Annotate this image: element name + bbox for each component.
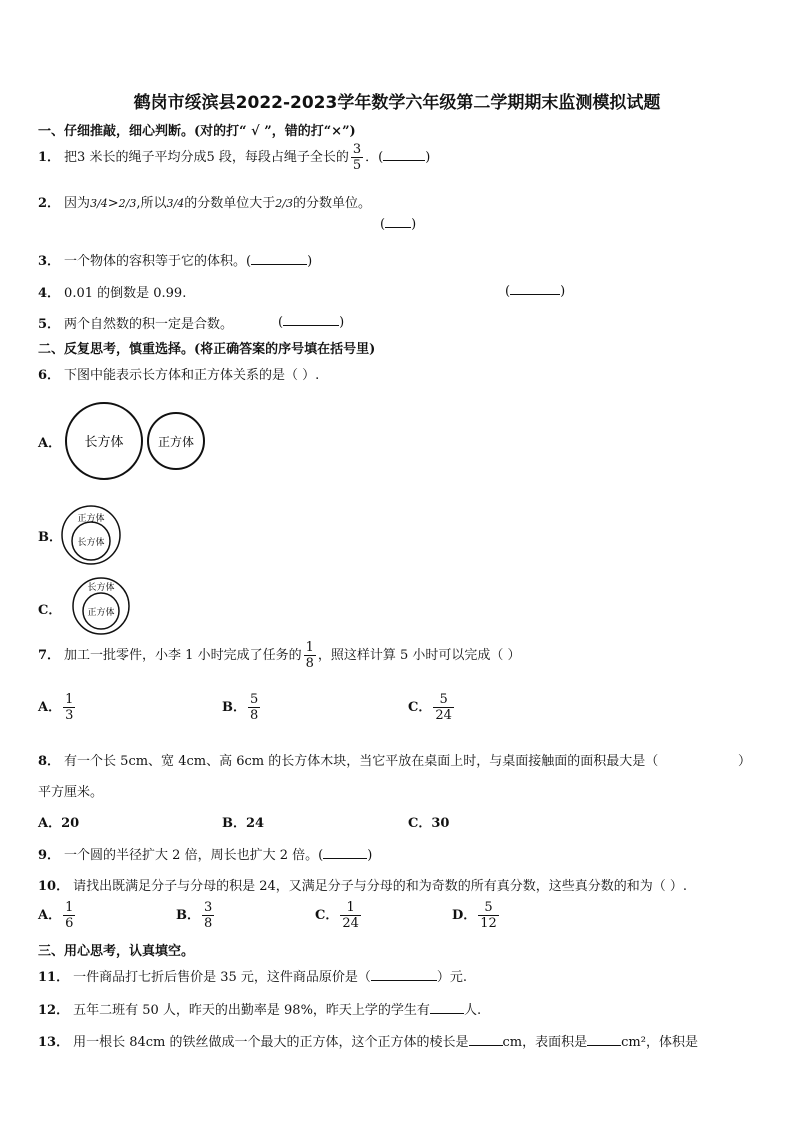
question-text: 两个自然数的积一定是合数。 [64,317,234,332]
greater-than-sign: > [107,196,119,211]
cuboid-label: 长方体 [84,435,124,450]
question-text-unit: cm，表面积是 [502,1035,588,1050]
question-text: 加工一批零件，小李 1 小时完成了任务的 [64,648,302,663]
answer-paren-4[interactable] [505,282,565,299]
open-paren: ( [380,217,386,232]
question-number: 11． [38,970,70,985]
question-number: 9． [38,848,61,863]
answer-blank[interactable] [510,282,560,295]
close-paren: ） [738,754,752,769]
numerator: 1 [305,640,314,655]
question-number: 4． [38,286,61,301]
question-text: 因为 [64,196,91,211]
answer-blank[interactable] [323,846,367,859]
numerator: 1 [65,900,74,915]
question-text: 五年二班有 50 人，昨天的出勤率是 98%，昨天上学的学生有 [73,1003,430,1018]
fraction: 2/3 [275,197,293,210]
question-text: 的分数单位。 [292,196,371,211]
question-7 [38,640,521,671]
answer-blank[interactable] [430,1001,464,1014]
numerator: 5 [433,692,454,708]
answer-blank[interactable] [383,148,425,161]
close-paren: ) [425,150,431,165]
question-10 [38,875,687,894]
q10-option-a[interactable] [38,900,77,931]
denominator: 24 [342,916,359,931]
question-text: 一件商品打七折后售价是 35 元，这件商品原价是（ [73,970,371,985]
question-12 [38,999,481,1018]
section-heading-1: 一、仔细推敲，细心判断。(对的打“ √ ”，错的打“×”) [38,124,356,139]
denominator: 8 [305,656,314,671]
answer-blank[interactable] [371,968,437,981]
question-text: 把3 米长的绳子平均分成5 段，每段占绳子全长的 [64,150,349,165]
numerator: 3 [204,900,213,915]
question-8 [38,750,658,769]
answer-blank[interactable] [385,215,411,228]
question-number: 2． [38,196,61,211]
question-11 [38,966,467,985]
option-value: 20 [61,816,80,831]
option-value: 30 [431,816,450,831]
question-text: 0.01 的倒数是 0.99. [64,286,187,301]
answer-paren-2[interactable] [380,215,416,232]
question-number: 5． [38,317,61,332]
fraction: 3/4 [90,197,108,210]
question-number: 10． [38,879,70,894]
question-text-after: ．( [365,150,384,165]
option-c-label[interactable]: C． [38,603,62,618]
question-9 [38,844,372,863]
close-paren: ) [560,284,566,299]
diagram-option-b[interactable] [60,505,126,565]
question-text-after: 人. [463,1003,482,1018]
numerator: 5 [478,900,499,916]
fraction [340,900,361,931]
denominator: 8 [250,708,259,723]
question-4 [38,282,186,301]
question-text: 一个物体的容积等于它的体积。( [64,254,252,269]
option-value: 24 [246,816,265,831]
question-number: 13． [38,1035,70,1050]
fraction: 3/4 [166,197,185,210]
cube-label: 正方体 [77,514,105,524]
q10-option-c[interactable] [315,900,363,931]
option-label: B． [176,908,200,923]
question-number: 7． [38,648,61,663]
option-a-label[interactable]: A． [38,436,62,451]
q7-option-c[interactable] [408,692,456,723]
denominator: 5 [352,158,362,173]
fraction: 2/3 [118,197,137,210]
question-number: 6． [38,368,61,383]
denominator: 3 [65,708,74,723]
fraction [63,900,75,931]
fraction [478,900,499,931]
question-number: 1． [38,150,61,165]
question-text: 下图中能表示长方体和正方体关系的是（ ）. [64,368,320,383]
question-number: 12． [38,1003,70,1018]
answer-blank[interactable] [283,313,339,326]
close-paren: ) [411,217,417,232]
cube-label: 正方体 [87,608,115,618]
q8-option-c[interactable] [408,812,449,831]
section-heading-2: 二、反复思考，慎重选择。(将正确答案的序号填在括号里) [38,342,376,357]
question-text: ,所以 [136,196,167,211]
section-heading-3: 三、用心思考，认真填空。 [38,944,195,959]
question-1 [38,142,430,173]
question-text: 请找出既满足分子与分母的积是 24，又满足分子与分母的和为奇数的所有真分数，这些真分数的和为（ ）. [73,879,688,894]
close-paren: ) [339,315,345,330]
question-text: 用一根长 84cm 的铁丝做成一个最大的正方体，这个正方体的棱长是 [73,1035,469,1050]
numerator: 1 [65,692,74,707]
numerator: 3 [352,142,362,157]
open-paren: ( [278,315,284,330]
q8-option-a[interactable] [38,812,79,831]
q10-option-d[interactable] [452,900,501,931]
option-label: A． [38,816,62,831]
question-3 [38,250,312,269]
fraction [248,692,260,723]
denominator: 8 [204,916,213,931]
answer-blank-area[interactable] [587,1033,621,1046]
numerator: 5 [250,692,259,707]
numerator: 1 [340,900,361,916]
open-paren: ( [505,284,511,299]
option-label: C． [408,700,432,715]
fraction [304,640,316,671]
close-paren: ) [307,254,313,269]
fraction [433,692,454,723]
denominator: 12 [480,916,497,931]
close-paren: ) [367,848,373,863]
question-number: 3． [38,254,61,269]
question-text: 有一个长 5cm、宽 4cm、高 6cm 的长方体木块，当它平放在桌面上时，与桌面接触面的面积最大是（ [64,754,659,769]
option-label: C． [315,908,339,923]
denominator: 24 [435,708,452,723]
cube-label: 正方体 [157,435,195,449]
cuboid-label: 长方体 [87,583,115,593]
answer-paren-5[interactable] [278,313,344,330]
denominator: 6 [65,916,74,931]
option-label: A． [38,908,62,923]
question-8-line-2: 平方厘米。 [38,785,104,800]
close-paren: ）元. [436,970,468,985]
option-label: D． [452,908,477,923]
diagram-option-c[interactable] [70,576,132,636]
fraction [202,900,214,931]
question-5 [38,313,233,332]
fraction [351,142,363,173]
page-title: 鹤岗市绥滨县2022-2023学年数学六年级第二学期期末监测模拟试题 [133,93,661,113]
answer-blank[interactable] [251,252,307,265]
question-6 [38,364,319,383]
q7-option-b[interactable] [222,692,262,723]
cuboid-label: 长方体 [77,538,105,548]
question-text-unit: cm²，体积是 [621,1035,698,1050]
question-text: 一个圆的半径扩大 2 倍，周长也扩大 2 倍。( [64,848,324,863]
fraction [63,692,75,723]
option-label: B． [222,816,246,831]
question-13 [38,1031,698,1050]
q8-option-b[interactable] [222,812,264,831]
question-text: 的分数单位大于 [184,196,276,211]
q10-option-b[interactable] [176,900,216,931]
answer-blank-edge[interactable] [469,1033,503,1046]
option-label: A． [38,700,62,715]
option-label: B． [222,700,246,715]
question-number: 8． [38,754,61,769]
question-text-after: ，照这样计算 5 小时可以完成（ ） [317,648,521,663]
question-2 [38,192,371,211]
q7-option-a[interactable] [38,692,77,723]
option-b-label[interactable]: B． [38,530,62,545]
diagram-option-a[interactable] [60,398,210,484]
option-label: C． [408,816,432,831]
